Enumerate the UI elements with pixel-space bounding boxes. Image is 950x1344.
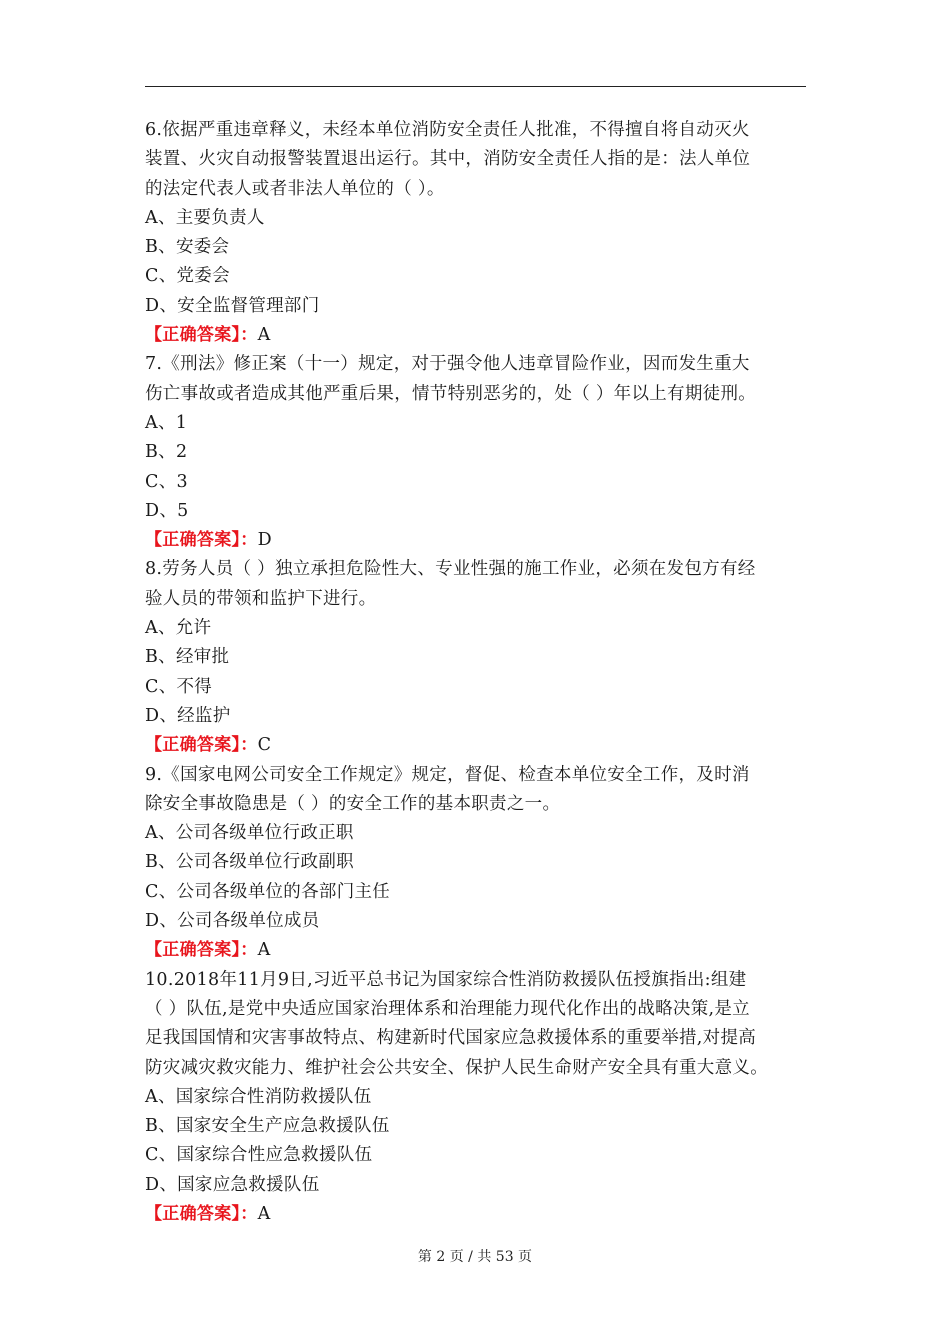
correct-answer bbox=[145, 526, 810, 555]
page-footer: 第 2 页 / 共 53 页 bbox=[417, 1249, 533, 1265]
question-text-line: 6.依据严重违章释义，未经本单位消防安全责任人批准，不得擅自将自动灭火 bbox=[145, 120, 750, 140]
question-text-line: 8.劳务人员（ ）独立承担危险性大、专业性强的施工作业，必须在发包方有经 bbox=[145, 559, 756, 580]
question-block bbox=[145, 555, 810, 760]
correct-answer bbox=[145, 936, 810, 965]
answer-option: C、国家综合性应急救援队伍 bbox=[145, 1145, 373, 1166]
answer-option: B、公司各级单位行政副职 bbox=[145, 852, 354, 873]
answer-option: C、不得 bbox=[145, 676, 213, 697]
answer-option: D、公司各级单位成员 bbox=[145, 911, 320, 932]
answer-option: B、国家安全生产应急救援队伍 bbox=[145, 1116, 390, 1137]
answer-option: D、经监护 bbox=[145, 705, 231, 726]
answer-option: D、5 bbox=[145, 500, 189, 521]
question-block bbox=[145, 761, 810, 966]
answer-option: D、国家应急救援队伍 bbox=[145, 1174, 320, 1195]
answer-option: C、公司各级单位的各部门主任 bbox=[145, 881, 391, 902]
correct-answer bbox=[145, 1200, 810, 1229]
correct-answer-label: 【正确答案】： bbox=[145, 940, 258, 961]
question-text-line: 除安全事故隐患是（ ）的安全工作的基本职责之一。 bbox=[145, 793, 561, 814]
question-text-line: 的法定代表人或者非法人单位的（ ）。 bbox=[145, 178, 445, 199]
answer-option: A、允许 bbox=[145, 618, 212, 639]
question-text-line: 防灾减灾救灾能力、维护社会公共安全、保护人民生命财产安全具有重大意义。 bbox=[145, 1057, 768, 1078]
answer-option: A、主要负责人 bbox=[145, 207, 265, 228]
correct-answer-label: 【正确答案】： bbox=[145, 1203, 258, 1224]
question-text-line: 7.《刑法》修正案（十一）规定，对于强令他人违章冒险作业，因而发生重大 bbox=[145, 354, 750, 375]
answer-option: D、安全监督管理部门 bbox=[145, 295, 320, 316]
correct-answer-value: A bbox=[257, 325, 271, 346]
answer-option: B、安委会 bbox=[145, 237, 230, 258]
question-text-line: （ ）队伍,是党中央适应国家治理体系和治理能力现代化作出的战略决策,是立 bbox=[145, 998, 750, 1019]
answer-option: B、经审批 bbox=[145, 647, 230, 668]
question-block bbox=[145, 966, 810, 1230]
answer-option: A、国家综合性消防救援队伍 bbox=[145, 1086, 372, 1107]
correct-answer-label: 【正确答案】： bbox=[145, 530, 258, 551]
question-text-line: 伤亡事故或者造成其他严重后果，情节特别恶劣的，处（ ）年以上有期徒刑。 bbox=[145, 383, 757, 404]
correct-answer-value: A bbox=[257, 940, 271, 961]
question-list bbox=[145, 116, 810, 1229]
question-text-line: 9.《国家电网公司安全工作规定》规定，督促、检查本单位安全工作，及时消 bbox=[145, 764, 750, 785]
header-rule bbox=[145, 86, 806, 87]
answer-option: B、2 bbox=[145, 442, 188, 463]
question-text-line: 10.2018年11月9日,习近平总书记为国家综合性消防救援队伍授旗指出:组建 bbox=[145, 969, 747, 990]
question-text-line: 足我国国情和灾害事故特点、构建新时代国家应急救援体系的重要举措,对提高 bbox=[145, 1028, 757, 1049]
question-text-line: 验人员的带领和监护下进行。 bbox=[145, 588, 377, 609]
answer-option: A、公司各级单位行政正职 bbox=[145, 823, 354, 844]
question-block bbox=[145, 116, 810, 350]
correct-answer-value: A bbox=[257, 1203, 271, 1224]
correct-answer bbox=[145, 731, 810, 760]
answer-option: A、1 bbox=[145, 412, 188, 433]
correct-answer bbox=[145, 321, 810, 350]
answer-option: C、党委会 bbox=[145, 266, 230, 287]
correct-answer-value: C bbox=[257, 735, 272, 756]
correct-answer-label: 【正确答案】： bbox=[145, 325, 258, 346]
question-text-line: 装置、火灾自动报警装置退出运行。其中，消防安全责任人指的是：法人单位 bbox=[145, 149, 751, 170]
question-block bbox=[145, 350, 810, 555]
correct-answer-label: 【正确答案】： bbox=[145, 735, 258, 756]
correct-answer-value: D bbox=[257, 530, 272, 551]
answer-option: C、3 bbox=[145, 471, 188, 492]
